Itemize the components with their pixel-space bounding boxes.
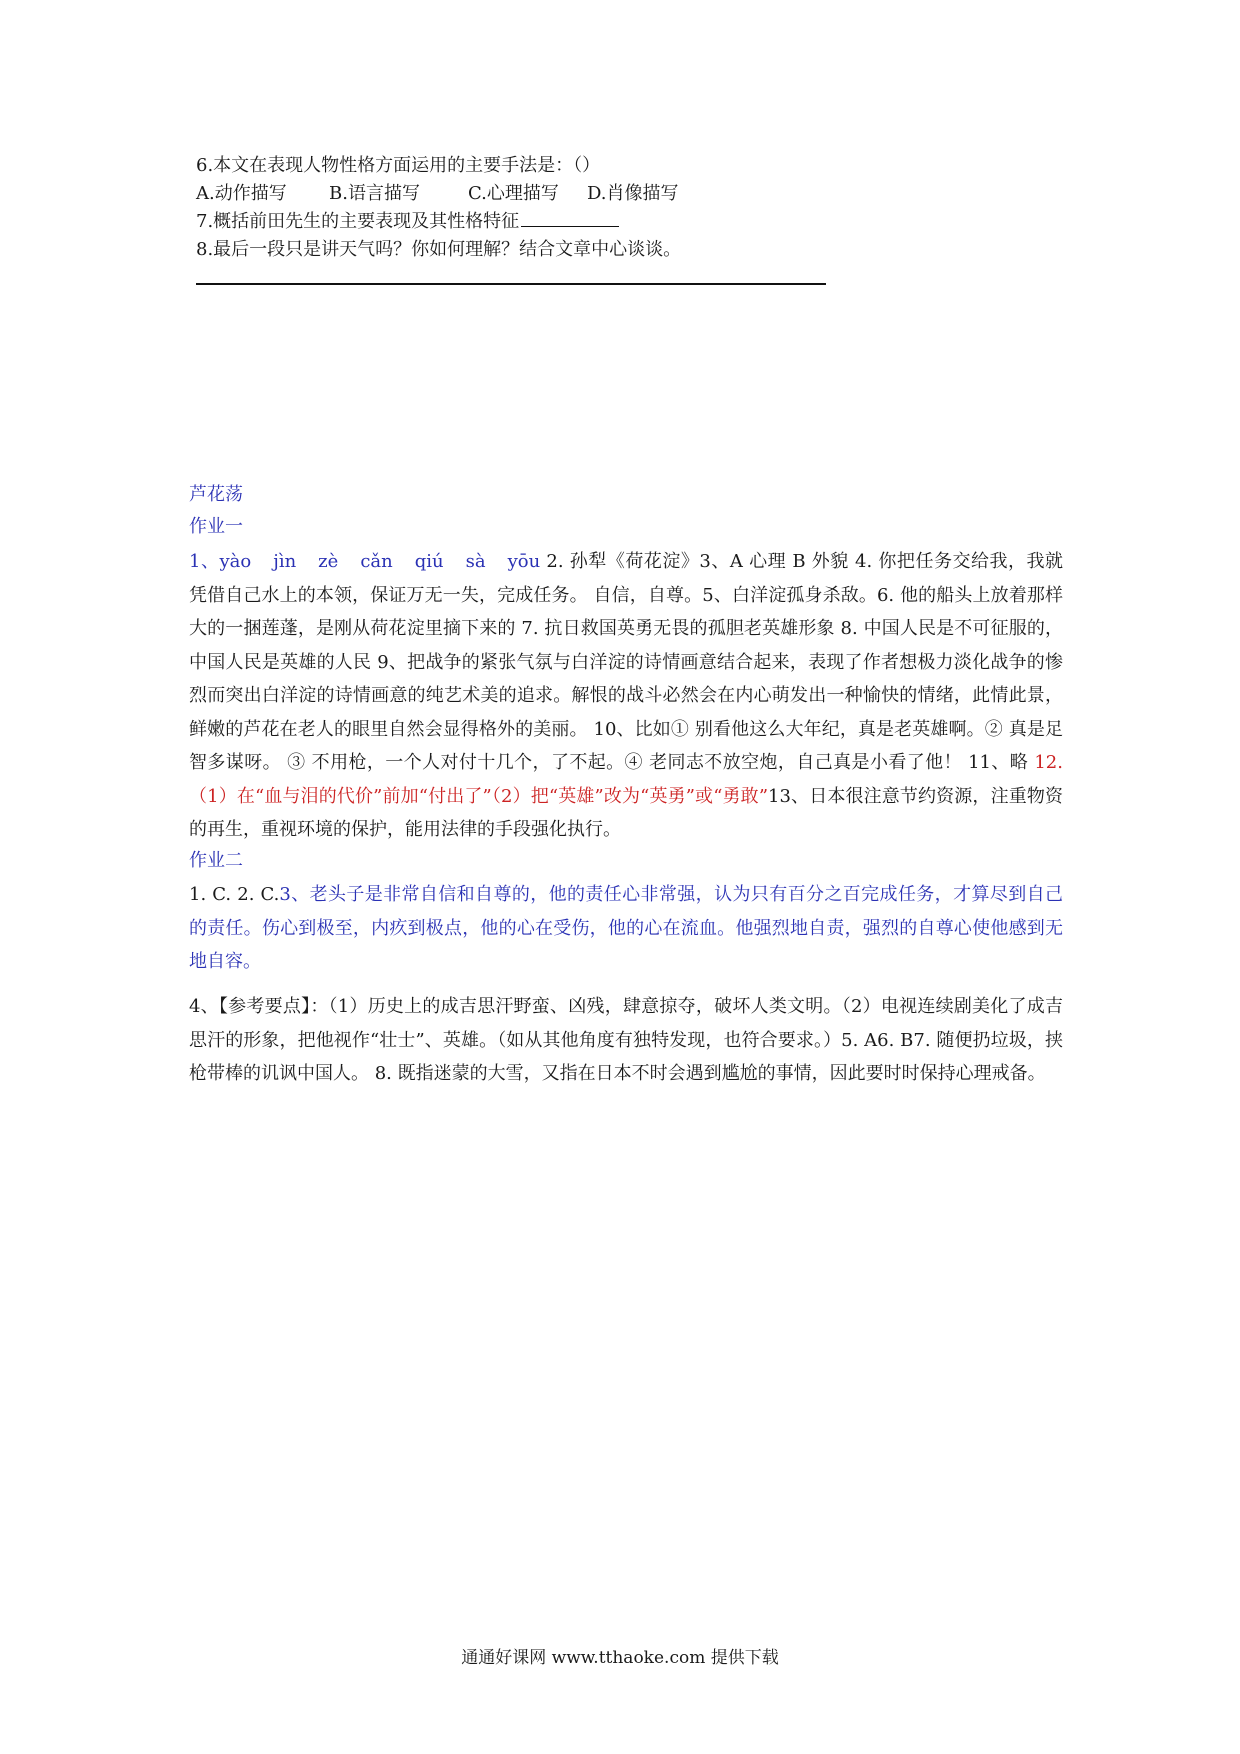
question-6: 6.本文在表现人物性格方面运用的主要手法是：（） [196,155,601,176]
homework-1-heading: 作业一 [189,516,243,537]
homework-2-choices: 1. C. 2. C. [189,884,280,905]
pinyin-word: yào [219,551,252,572]
answer-3: 3、老头子是非常自信和自尊的，他的责任心非常强，认为只有百分之百完成任务，才算尽到自己的责任。伤心到极至，内疚到极点，他的心在受伤，他的心在流血。他强烈地自责，强烈的自尊心使他感到无地自容。 [189,884,1063,972]
answer-line[interactable] [196,283,826,285]
homework-2-answers [189,878,1063,979]
option-b: B.语言描写 [329,183,420,204]
homework-1-answers [189,545,1063,847]
answer-12: 12.（1）在“血与泪的代价”前加“付出了”（2）把“英雄”改为“英勇”或“勇敢” [189,752,1063,807]
homework-2-heading: 作业二 [189,850,243,871]
section-title: 芦花荡 [189,484,243,505]
pinyin-answer [189,551,540,572]
answer-13: 13、日本很注意节约资源，注重物资的再生，重视环境的保护，能用法律的手段强化执行。 [189,785,1063,840]
pinyin-word: cǎn [360,551,393,572]
pinyin-word: sà [465,551,486,572]
homework-1-text: 2. 孙犁《荷花淀》3、A 心理 B 外貌 4. 你把任务交给我，我就凭借自己水上的本领，保证万无一失，完成任务。 自信，自尊。5、白洋淀孤身杀敌。6. 他的船头上放着那样大的一捆莲蓬，是刚从荷花淀里摘下来的 7. 抗日救国英勇无畏的孤胆老英雄形象 8. 中国人民是不可征服的，中国人民是英雄的人民 9、把战争的紧张气氛与白洋淀的诗情画意结合起来，表现了作者想极力淡化战争的惨烈而突出白洋淀的诗情画意的纯艺术美的追求。解恨的战斗必然会在内心萌发出一种愉快的情绪，此情此景，鲜嫩的芦花在老人的眼里自然会显得格外的美丽。 10、比如① 别看他这么大年纪，真是老英雄啊。② 真是足智多谋呀。 ③ 不用枪，一个人对付十几个，了不起。④ 老同志不放空炮，自己真是小看了他！ 11、略 [189,551,1064,773]
pinyin-word: zè [318,551,339,572]
pinyin-word: yōu [507,551,541,572]
pinyin-word: jìn [273,551,297,572]
question-7 [196,208,619,236]
answer-blank[interactable] [521,208,619,227]
option-d: D.肖像描写 [587,183,679,204]
page-footer: 通通好课网 www.tthaoke.com 提供下载 [461,1648,779,1668]
question-7-text: 7.概括前田先生的主要表现及其性格特征 [196,211,520,232]
pinyin-word: qiú [414,551,444,572]
pinyin-prefix: 1、 [189,551,220,572]
question-6-options [196,180,679,208]
option-c: C.心理描写 [468,183,559,204]
question-8: 8.最后一段只是讲天气吗？你如何理解？结合文章中心谈谈。 [196,239,682,260]
option-a: A.动作描写 [196,183,287,204]
answer-4-to-8: 4、【参考要点】：（1）历史上的成吉思汗野蛮、凶残，肆意掠夺，破坏人类文明。（2）电视连续剧美化了成吉思汗的形象，把他视作“壮士”、英雄。（如从其他角度有独特发现，也符合要求。）5. A6. B7. 随便扔垃圾，挟枪带棒的讥讽中国人。 8. 既指迷蒙的大雪，又指在日本不时会遇到尴尬的事情，因此要时时保持心理戒备。 [189,996,1063,1084]
